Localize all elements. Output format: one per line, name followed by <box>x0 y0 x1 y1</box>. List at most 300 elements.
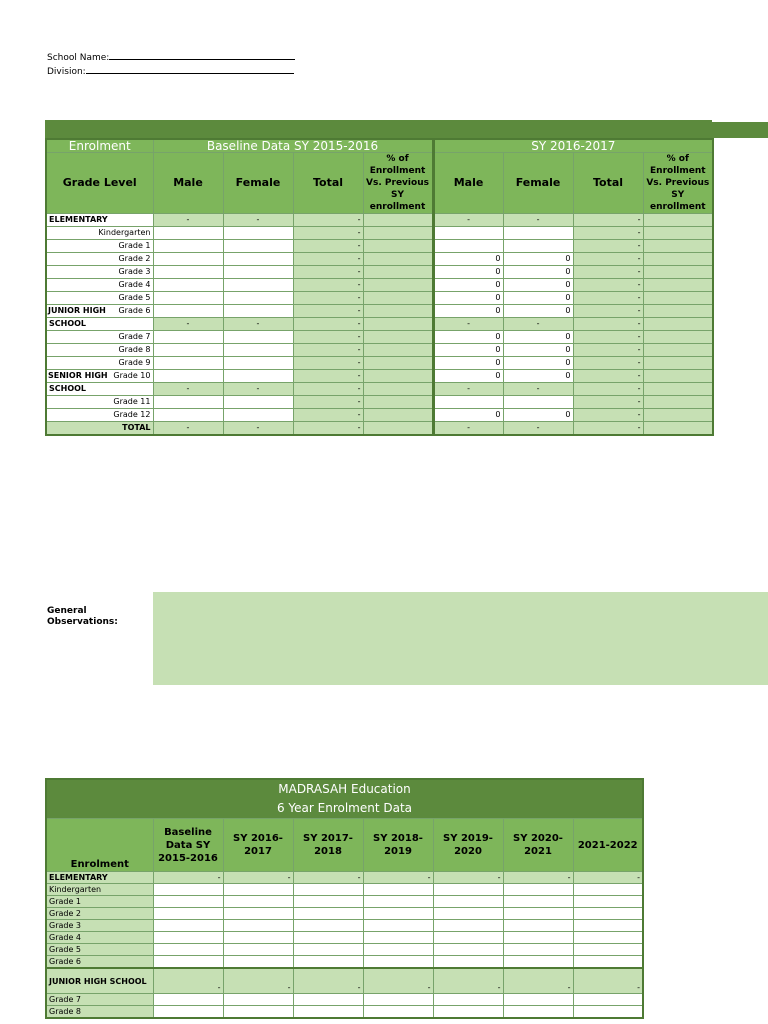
table-cell[interactable] <box>573 994 643 1006</box>
table-cell[interactable] <box>293 920 363 932</box>
table-cell: - <box>293 253 363 266</box>
table-cell[interactable] <box>223 370 293 383</box>
table-cell: - <box>223 872 293 884</box>
table-cell[interactable] <box>223 305 293 318</box>
table-row <box>46 253 713 266</box>
table-cell[interactable] <box>503 240 573 253</box>
row-label: Grade 7 <box>46 994 153 1006</box>
table-cell: - <box>573 409 643 422</box>
table-cell: - <box>153 214 223 227</box>
table-cell <box>643 292 713 305</box>
table-cell[interactable] <box>223 920 293 932</box>
row-label: ELEMENTARY <box>46 214 153 227</box>
table-cell[interactable] <box>153 944 223 956</box>
table-cell <box>643 331 713 344</box>
table-cell[interactable] <box>153 240 223 253</box>
table-cell[interactable] <box>153 344 223 357</box>
table-cell: - <box>293 240 363 253</box>
table-cell[interactable] <box>433 240 503 253</box>
table-cell[interactable] <box>293 908 363 920</box>
table-cell[interactable] <box>223 908 293 920</box>
table-cell <box>363 357 433 370</box>
pct-header: % of Enrollment Vs. Previous SY enrollment <box>643 153 713 214</box>
table-cell[interactable] <box>573 944 643 956</box>
row-label: Grade 1 <box>46 896 153 908</box>
table-cell: - <box>293 872 363 884</box>
table-cell <box>643 279 713 292</box>
table-cell[interactable]: 0 <box>503 279 573 292</box>
table-cell[interactable] <box>153 908 223 920</box>
table-cell: - <box>293 370 363 383</box>
row-label: Grade 11 <box>46 396 153 409</box>
table-row <box>46 968 643 994</box>
table-cell: - <box>503 422 573 436</box>
table-cell[interactable]: 0 <box>433 344 503 357</box>
school-name-field[interactable] <box>109 50 295 60</box>
table-cell: - <box>293 227 363 240</box>
table-cell[interactable] <box>433 944 503 956</box>
table-cell[interactable] <box>293 884 363 896</box>
row-label: Grade 2 <box>46 908 153 920</box>
table-cell[interactable]: 0 <box>503 357 573 370</box>
table-cell <box>643 422 713 436</box>
table-row <box>46 318 713 331</box>
table-cell: - <box>573 872 643 884</box>
table-cell[interactable]: 0 <box>433 370 503 383</box>
madrasah-table <box>45 778 644 1019</box>
madrasah-table-body <box>46 872 643 1019</box>
table-row <box>46 994 643 1006</box>
table-cell <box>643 370 713 383</box>
table-cell[interactable]: 0 <box>433 292 503 305</box>
table-cell[interactable] <box>223 279 293 292</box>
table-cell[interactable] <box>223 266 293 279</box>
general-observations-box[interactable] <box>153 592 768 685</box>
row-label <box>46 305 153 318</box>
table-cell: - <box>223 383 293 396</box>
table-cell[interactable]: 0 <box>503 266 573 279</box>
table-cell[interactable] <box>153 884 223 896</box>
table-cell: - <box>293 279 363 292</box>
table-row <box>46 896 643 908</box>
table-cell[interactable] <box>503 227 573 240</box>
table-cell[interactable] <box>223 884 293 896</box>
male-header: Male <box>433 153 503 214</box>
table-cell[interactable] <box>503 994 573 1006</box>
madrasah-subtitle: 6 Year Enrolment Data <box>46 799 643 819</box>
table-cell[interactable] <box>153 932 223 944</box>
table-cell[interactable] <box>363 932 433 944</box>
row-label: Grade 5 <box>46 944 153 956</box>
table-cell[interactable] <box>363 994 433 1006</box>
table-cell[interactable] <box>223 292 293 305</box>
table-cell[interactable] <box>503 884 573 896</box>
table-cell[interactable] <box>433 908 503 920</box>
male-header: Male <box>153 153 223 214</box>
table-cell[interactable] <box>223 994 293 1006</box>
grade-label: Grade 6 <box>118 306 151 315</box>
table-cell[interactable] <box>363 1006 433 1019</box>
table-cell: - <box>293 409 363 422</box>
table-cell <box>363 318 433 331</box>
table-row <box>46 266 713 279</box>
table-cell[interactable] <box>503 956 573 969</box>
table-cell[interactable] <box>503 896 573 908</box>
table-cell[interactable] <box>223 1006 293 1019</box>
table-cell[interactable] <box>153 357 223 370</box>
table-cell[interactable] <box>223 331 293 344</box>
table-cell: - <box>573 422 643 436</box>
table-cell: - <box>223 214 293 227</box>
table-cell: - <box>153 383 223 396</box>
row-label <box>46 370 153 383</box>
table-cell[interactable] <box>573 1006 643 1019</box>
table-cell[interactable] <box>153 956 223 969</box>
row-label: Grade 6 <box>46 956 153 969</box>
grade-level-header: Grade Level <box>46 153 153 214</box>
table-cell[interactable] <box>153 920 223 932</box>
table-cell[interactable]: 0 <box>503 344 573 357</box>
table-cell[interactable]: 0 <box>503 409 573 422</box>
row-label: Grade 4 <box>46 932 153 944</box>
table-cell <box>363 331 433 344</box>
table-cell[interactable] <box>293 956 363 969</box>
table-cell[interactable] <box>223 357 293 370</box>
table-cell[interactable] <box>363 956 433 969</box>
table-cell[interactable] <box>153 266 223 279</box>
female-header: Female <box>223 153 293 214</box>
row-label: Grade 4 <box>46 279 153 292</box>
table-cell[interactable] <box>293 896 363 908</box>
table-cell[interactable] <box>433 932 503 944</box>
table-cell: - <box>293 396 363 409</box>
table-cell: - <box>293 266 363 279</box>
table-cell[interactable] <box>153 396 223 409</box>
table-cell[interactable]: 0 <box>503 370 573 383</box>
table-cell: - <box>153 422 223 436</box>
table-cell[interactable] <box>503 920 573 932</box>
table-cell[interactable] <box>153 253 223 266</box>
table-cell <box>643 318 713 331</box>
grade-label: Grade 10 <box>113 371 151 380</box>
pct-header: % of Enrollment Vs. Previous SY enrollment <box>363 153 433 214</box>
table-cell: - <box>293 214 363 227</box>
table-cell[interactable]: 0 <box>433 331 503 344</box>
table-row <box>46 279 713 292</box>
table-cell[interactable] <box>573 956 643 969</box>
table-cell: - <box>293 968 363 994</box>
table-row <box>46 214 713 227</box>
table-row <box>46 383 713 396</box>
table-cell[interactable]: 0 <box>433 266 503 279</box>
table-cell[interactable] <box>573 932 643 944</box>
table-row <box>46 357 713 370</box>
table-cell[interactable] <box>153 896 223 908</box>
table-cell <box>363 214 433 227</box>
table-cell[interactable] <box>433 994 503 1006</box>
table-row <box>46 932 643 944</box>
row-label: Grade 3 <box>46 920 153 932</box>
table-cell[interactable] <box>223 227 293 240</box>
enrolment-group-header: Enrolment <box>46 139 153 153</box>
table-cell[interactable] <box>153 331 223 344</box>
school-name-row <box>47 50 295 64</box>
table-cell[interactable] <box>293 944 363 956</box>
table-cell[interactable]: 0 <box>433 253 503 266</box>
table-cell: - <box>573 396 643 409</box>
table-cell[interactable] <box>153 1006 223 1019</box>
table-cell: - <box>573 968 643 994</box>
table-cell: - <box>433 383 503 396</box>
table-cell[interactable] <box>223 240 293 253</box>
table-cell[interactable] <box>433 227 503 240</box>
table-cell[interactable] <box>223 396 293 409</box>
total-header: Total <box>293 153 363 214</box>
table-cell <box>363 370 433 383</box>
row-label: JUNIOR HIGH SCHOOL <box>46 968 153 994</box>
table-cell: - <box>573 305 643 318</box>
table-cell: - <box>223 318 293 331</box>
table-cell: - <box>293 383 363 396</box>
division-field[interactable] <box>86 64 294 74</box>
year-column-header: SY 2018-2019 <box>363 819 433 872</box>
table-cell: - <box>503 214 573 227</box>
table-cell: - <box>153 318 223 331</box>
female-header: Female <box>503 153 573 214</box>
year-column-header: 2021-2022 <box>573 819 643 872</box>
table-cell[interactable] <box>223 944 293 956</box>
table-cell[interactable] <box>153 305 223 318</box>
table-row <box>46 884 643 896</box>
table-cell: - <box>573 266 643 279</box>
table-cell: - <box>503 968 573 994</box>
table-cell: - <box>573 279 643 292</box>
table-cell[interactable] <box>293 932 363 944</box>
table-cell[interactable] <box>153 409 223 422</box>
table-cell[interactable] <box>223 896 293 908</box>
table-cell: - <box>223 968 293 994</box>
table-cell: - <box>153 872 223 884</box>
table-cell[interactable] <box>223 932 293 944</box>
table-row <box>46 908 643 920</box>
year-column-header: Baseline Data SY 2015-2016 <box>153 819 223 872</box>
table-cell[interactable] <box>363 920 433 932</box>
table-cell <box>363 266 433 279</box>
table-cell[interactable] <box>573 896 643 908</box>
table-cell: - <box>293 292 363 305</box>
madrasah-column-headers <box>46 819 643 872</box>
madrasah-title: MADRASAH Education <box>46 779 643 799</box>
table-cell <box>643 409 713 422</box>
year-column-header: SY 2017-2018 <box>293 819 363 872</box>
table-cell[interactable] <box>433 896 503 908</box>
table-cell[interactable]: 0 <box>503 331 573 344</box>
table-cell <box>643 240 713 253</box>
table-cell: - <box>293 422 363 436</box>
group-label: SENIOR HIGH <box>48 371 108 380</box>
table-cell <box>363 292 433 305</box>
row-label: Grade 5 <box>46 292 153 305</box>
table-row <box>46 240 713 253</box>
table-cell: - <box>573 292 643 305</box>
table-cell[interactable] <box>363 908 433 920</box>
table-cell[interactable] <box>363 884 433 896</box>
table-cell[interactable] <box>223 956 293 969</box>
table-cell: - <box>223 422 293 436</box>
table-cell: - <box>293 318 363 331</box>
table-cell[interactable] <box>153 227 223 240</box>
table-row <box>46 944 643 956</box>
table-cell: - <box>573 370 643 383</box>
table-cell: - <box>363 872 433 884</box>
table-cell: - <box>433 214 503 227</box>
table-cell[interactable] <box>573 920 643 932</box>
year-column-header: SY 2020-2021 <box>503 819 573 872</box>
table-cell: - <box>433 968 503 994</box>
table-cell[interactable] <box>503 908 573 920</box>
table-row <box>46 422 713 436</box>
table-cell <box>643 214 713 227</box>
table-cell <box>363 409 433 422</box>
table-row <box>46 920 643 932</box>
table-row <box>46 305 713 318</box>
enrolment-table-body <box>46 214 713 436</box>
group-label: JUNIOR HIGH <box>48 306 106 315</box>
baseline-group-header: Baseline Data SY 2015-2016 <box>153 139 433 153</box>
table-cell: - <box>573 240 643 253</box>
enrolment-table <box>45 138 714 436</box>
row-label: TOTAL <box>46 422 153 436</box>
row-label: SCHOOL <box>46 383 153 396</box>
table-cell: - <box>363 968 433 994</box>
table-cell[interactable]: 0 <box>503 292 573 305</box>
table-cell <box>643 344 713 357</box>
table-cell: - <box>293 331 363 344</box>
table-cell <box>643 383 713 396</box>
row-label: Grade 8 <box>46 344 153 357</box>
table-cell[interactable] <box>223 253 293 266</box>
row-label: Grade 2 <box>46 253 153 266</box>
table-cell: - <box>503 318 573 331</box>
table-row <box>46 409 713 422</box>
table-cell[interactable] <box>293 1006 363 1019</box>
table-cell[interactable]: 0 <box>433 409 503 422</box>
table-cell <box>363 279 433 292</box>
table-cell[interactable] <box>433 396 503 409</box>
table-cell <box>643 305 713 318</box>
table-cell[interactable] <box>153 292 223 305</box>
table-cell: - <box>573 253 643 266</box>
table-cell <box>363 396 433 409</box>
row-label: Grade 1 <box>46 240 153 253</box>
table-cell[interactable] <box>153 279 223 292</box>
school-name-label: School Name: <box>47 53 110 63</box>
table-cell <box>643 253 713 266</box>
table-cell <box>363 227 433 240</box>
table-cell[interactable] <box>223 409 293 422</box>
table1-header-bar <box>45 120 768 138</box>
table-row <box>46 331 713 344</box>
table-cell[interactable]: 0 <box>433 357 503 370</box>
table-cell: - <box>573 214 643 227</box>
table-cell: - <box>503 872 573 884</box>
table-cell[interactable]: 0 <box>503 253 573 266</box>
table-cell <box>643 396 713 409</box>
row-label: Grade 9 <box>46 357 153 370</box>
table-row <box>46 227 713 240</box>
table-cell: - <box>573 331 643 344</box>
table-cell: - <box>573 227 643 240</box>
row-label: SCHOOL <box>46 318 153 331</box>
table-cell[interactable] <box>153 994 223 1006</box>
table-cell <box>643 266 713 279</box>
table-cell[interactable] <box>363 944 433 956</box>
table-cell: - <box>573 344 643 357</box>
table-cell[interactable] <box>573 884 643 896</box>
table-cell[interactable] <box>573 908 643 920</box>
table-row <box>46 344 713 357</box>
table-cell[interactable] <box>153 370 223 383</box>
table-row <box>46 292 713 305</box>
table-cell[interactable] <box>503 932 573 944</box>
table-cell[interactable] <box>363 896 433 908</box>
table-cell: - <box>153 968 223 994</box>
table-cell[interactable] <box>433 1006 503 1019</box>
table-cell: - <box>573 318 643 331</box>
row-label: Kindergarten <box>46 227 153 240</box>
table-cell <box>363 253 433 266</box>
table-cell[interactable]: 0 <box>433 279 503 292</box>
table-cell[interactable] <box>503 1006 573 1019</box>
total-header: Total <box>573 153 643 214</box>
row-label: Grade 7 <box>46 331 153 344</box>
year-column-header: SY 2019-2020 <box>433 819 503 872</box>
row-label: Grade 3 <box>46 266 153 279</box>
table-cell <box>363 422 433 436</box>
table-cell[interactable] <box>223 344 293 357</box>
table-cell: - <box>573 357 643 370</box>
table-cell: - <box>503 383 573 396</box>
table-cell <box>363 383 433 396</box>
division-row <box>47 64 294 78</box>
row-label: Grade 12 <box>46 409 153 422</box>
enrolment-header: Enrolment <box>46 819 153 872</box>
table-cell[interactable] <box>433 884 503 896</box>
table-row <box>46 1006 643 1019</box>
table-cell[interactable] <box>503 396 573 409</box>
table-cell: - <box>573 383 643 396</box>
table-cell: - <box>433 318 503 331</box>
general-observations-label: General Observations: <box>47 606 118 627</box>
row-label: Grade 8 <box>46 1006 153 1019</box>
division-label: Division: <box>47 67 86 77</box>
table-cell[interactable] <box>503 944 573 956</box>
table-cell <box>643 227 713 240</box>
table-cell[interactable] <box>433 920 503 932</box>
table-cell[interactable] <box>433 956 503 969</box>
table-row <box>46 370 713 383</box>
table-cell: - <box>293 344 363 357</box>
table-row <box>46 872 643 884</box>
row-label: Kindergarten <box>46 884 153 896</box>
table-cell[interactable] <box>293 994 363 1006</box>
table-row <box>46 396 713 409</box>
table-cell[interactable]: 0 <box>503 305 573 318</box>
table-cell: - <box>433 422 503 436</box>
table-cell[interactable]: 0 <box>433 305 503 318</box>
table-cell <box>643 357 713 370</box>
table-cell: - <box>293 305 363 318</box>
